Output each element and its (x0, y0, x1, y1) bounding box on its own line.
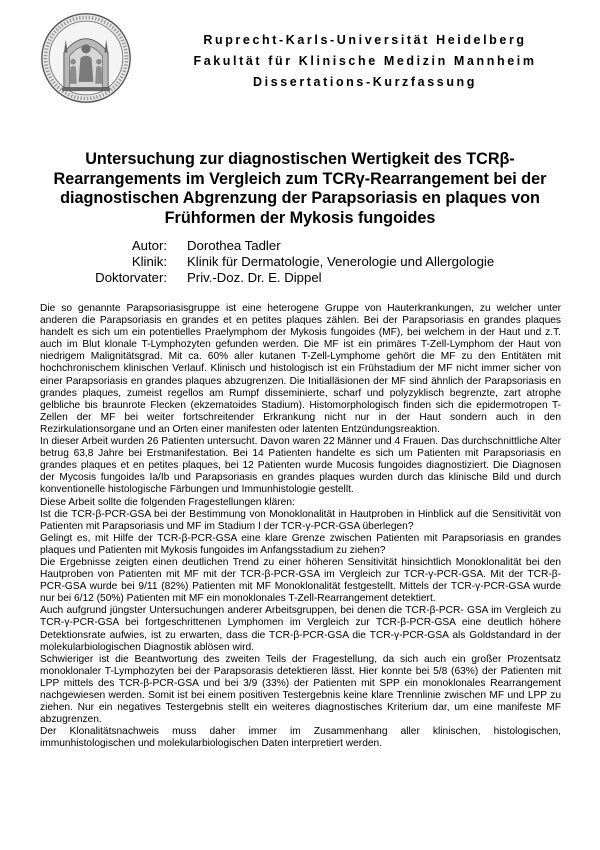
dissertation-title: Untersuchung zur diagnostischen Wertigkeit des TCRβ-Rearrangements im Vergleich zum TCRγ-Rearrangement bei der diagnostischen Abgrenzung der Parapsoriasis en plaques von Frühformen der Mykosis fungoides (53, 150, 547, 227)
author-row (80, 238, 494, 254)
university-seal-icon (40, 12, 132, 104)
paragraph: Die Ergebnisse zeigten einen deutlichen Trend zu einer höheren Sensitivität hinsichtlich Monoklonalität bei den Hautproben von Patienten mit MF mit der TCR-β-PCR-GSA im Vergleich zur TCR-γ-PCR-GSA. Mit der TCR-β-PCR-GSA wurde bei 9/11 (82%) Patienten mit MF Monoklonalität festgestellt. Mittels der TCR-γ-PCR-GSA wurde nur bei 6/12 (50%) Patienten mit MF ein monoklonales T-Zell-Rearrangement detektiert. (40, 556, 561, 605)
author-info (80, 238, 494, 286)
author-value: Dorothea Tadler (187, 238, 281, 253)
advisor-value: Priv.-Doz. Dr. E. Dippel (187, 270, 322, 285)
paragraph: Diese Arbeit sollte die folgenden Fragestellungen klären: (40, 496, 295, 508)
abstract-body (40, 303, 561, 750)
advisor-row (80, 270, 494, 286)
paragraph: Der Klonalitätsnachweis muss daher immer im Zusammenhang aller klinischen, histologischen, immunhistologischen und molekularbiologischen Daten interpretiert werden. (40, 726, 561, 750)
author-label: Autor: (131, 238, 167, 253)
clinic-row (80, 254, 494, 270)
header (150, 30, 580, 93)
document-type: Dissertations-Kurzfassung (252, 75, 478, 89)
paragraph: Auch aufgrund jüngster Untersuchungen anderer Arbeitsgruppen, bei denen die TCR-β-PCR- GSA im Vergleich zu TCR-γ-PCR-GSA bei fortgeschrittenen Lymphomen im Vergleich zur TCR-β-PCR-GSA eine deutlich höhere Detektionsrate aufwies, ist zu erwarten, dass die TCR-β-PCR-GSA die TCR-γ-PCR-GSA als Goldstandard in der molekularbiologischen Diagnostik ablösen wird. (40, 605, 561, 653)
paragraph: In dieser Arbeit wurden 26 Patienten untersucht. Davon waren 22 Männer und 4 Frauen. Das durchschnittliche Alter betrug 63,8 Jahre bei Erstmanifestation. Bei 14 Patienten handelte es sich um Patienten mit Parapsoriasis en grandes plaques et en petites plaques, bei 12 Patienten wurde Mucosis fungoides diagnostiziert. Die Diagnosen der Mycosis fungoides Ia/Ib und Parapsoriasis en grandes plaques wurden durch das klinische Bild und durch konventionelle histologische Färbungen und Immunhistologie gestellt. (40, 436, 561, 496)
faculty-name: Fakultät für Klinische Medizin Mannheim (193, 54, 537, 68)
advisor-label: Doktorvater: (95, 270, 167, 285)
paragraph: Ist die TCR-β-PCR-GSA bei der Bestimmung von Monoklonalität in Hautproben in Hinblick auf die Sensitivität von Patienten mit Parapsoriasis und MF im Stadium I der TCR-γ-PCR-GSA überlegen? (40, 508, 561, 532)
paragraph: Gelingt es, mit Hilfe der TCR-β-PCR-GSA eine klare Grenze zwischen Patienten mit Parapsoriasis en grandes plaques und Patienten mit Mykosis fungoides im Anfangsstadium zu ziehen? (40, 532, 561, 556)
paragraph: Schwieriger ist die Beantwortung des zweiten Teils der Fragestellung, da sich auch ein großer Prozentsatz monoklonaler T-Lymphozyten bei der Parapsorasis detektieren lässt. Hier konnte bei 5/8 (63%) der Patienten mit LPP mittels des TCR-β-PCR-GSA und bei 3/9 (33%) der Patienten mit SPP ein monoklonales Rearrangement nachgewiesen werden. Somit ist bei einem positiven Testergebnis keine klare Trennlinie zwischen MF und LPP zu ziehen. Nur ein negatives Testergebnis stellt ein weiteres diagnostisches Kriterium dar, um eine manifeste MF abzugrenzen. (40, 653, 561, 726)
university-name: Ruprecht-Karls-Universität Heidelberg (203, 33, 527, 47)
clinic-value: Klinik für Dermatologie, Venerologie und Allergologie (187, 254, 495, 269)
paragraph: Die so genannte Parapsoriasisgruppe ist eine heterogene Gruppe von Hauterkrankungen, zu welcher unter anderen die Parapsoriasis en grandes et en petites plaques zählen. Bei der Parapsoriasis en grandes plaques handelt es sich um ein potentielles Praelymphom der Mykosis fungoides (MF), bei welchem in der Haut und z.T. auch im Blut klonale T-Lymphozyten gefunden werden. Die MF ist ein primäres T-Zell-Lymphom der Haut von niedrigem Malignitätsgrad. Mit ca. 60% aller kutanen T-Zell-Lymphome gehört die MF zu den Entitäten mit hochchronischem klinischen Verlauf. Klinisch und histologisch ist ein Frühstadium der MF nicht immer sicher von einer Parapsoriasis en grandes plaques abzugrenzen. Die Initialläsionen der MF sind ähnlich der Parapsoriasis en grandes plaques, zumeist regellos am Rumpf disseminierte, scharf und polyzyklisch begrenzte, zart atrophe gelbliche bis braunrote Flecken (ekzematoides Stadium). Histomorphologisch finden sich die epidermotropen T-Zellen der MF bei weiter fortschreitender Erkrankung nicht nur in der Haut sondern auch in den Rezirkulationsorgane und an Orten einer manifesten oder latenten Entzündungsreaktion. (40, 303, 561, 435)
clinic-label: Klinik: (131, 254, 167, 269)
